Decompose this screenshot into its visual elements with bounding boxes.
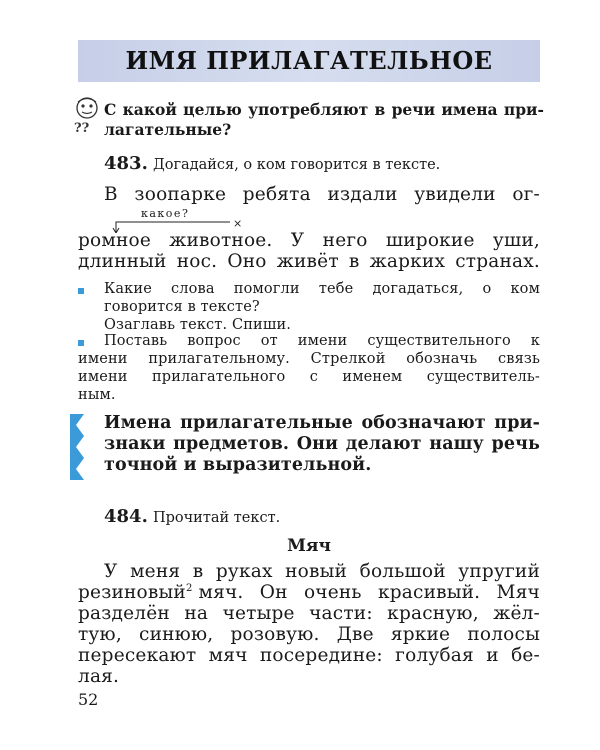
exercise-instruction: Догадайся, о ком говорится в тексте. — [152, 157, 441, 173]
text-line: тую, синюю, розовую. Две яркие полосы — [78, 624, 540, 645]
task-line: имени прилагательного с именем существитель- — [78, 369, 540, 385]
question-line-2: лагательные? — [104, 120, 232, 139]
question-icon — [72, 96, 102, 134]
annotation-mark: × — [233, 217, 243, 230]
rule-line: точной и выразительной. — [104, 455, 372, 475]
exercise-instruction: Прочитай текст. — [152, 510, 281, 526]
task-line: Озаглавь текст. Спиши. — [104, 317, 292, 333]
text-line: лая. — [78, 666, 120, 687]
text-line: длинный нос. Оно живёт в жарких странах. — [78, 251, 540, 272]
text-line: пересекают мяч посередине: голубая и бе- — [78, 645, 540, 666]
annotation-question: какое? — [141, 207, 190, 220]
rule-line: Имена прилагательные обозначают при- — [104, 413, 540, 433]
task-line: ным. — [78, 387, 116, 403]
svg-text:??: ?? — [74, 121, 90, 134]
exercise-484-heading — [104, 506, 280, 527]
text-line: У меня в руках новый большой упругий — [104, 561, 540, 582]
exercise-483-heading — [104, 153, 440, 174]
rule-line: знаки предметов. Они делают нашу речь — [104, 434, 540, 454]
text-line: разделён на четыре части: красную, жёл- — [78, 603, 540, 624]
task-line: имени прилагательному. Стрелкой обозначь связь — [78, 351, 540, 367]
text-line: В зоопарке ребята издали увидели ог- — [104, 184, 540, 205]
page-number: 52 — [78, 690, 99, 709]
rule-marker — [70, 414, 84, 480]
text-line-with-footnote — [78, 582, 540, 603]
exercise-number: 483. — [104, 153, 148, 174]
task-bullet — [78, 288, 84, 294]
task-line: говорится в тексте? — [104, 299, 260, 315]
task-line: Какие слова помогли тебе догадаться, о ком — [104, 281, 540, 297]
text-rest: мяч. Он очень красивый. Мяч — [198, 582, 540, 603]
text-title: Мяч — [287, 536, 331, 556]
question-line-1: С какой целью употребляют в речи имена при- — [104, 100, 544, 119]
task-line: Поставь вопрос от имени существительного к — [104, 333, 540, 349]
text-word: резиновый — [78, 582, 186, 603]
text-line: ромное животное. У него широкие уши, — [78, 230, 540, 251]
page-title: ИМЯ ПРИЛАГАТЕЛЬНОЕ — [125, 46, 493, 75]
exercise-number: 484. — [104, 506, 148, 527]
footnote-mark: 2 — [185, 582, 193, 594]
task-bullet — [78, 340, 84, 346]
